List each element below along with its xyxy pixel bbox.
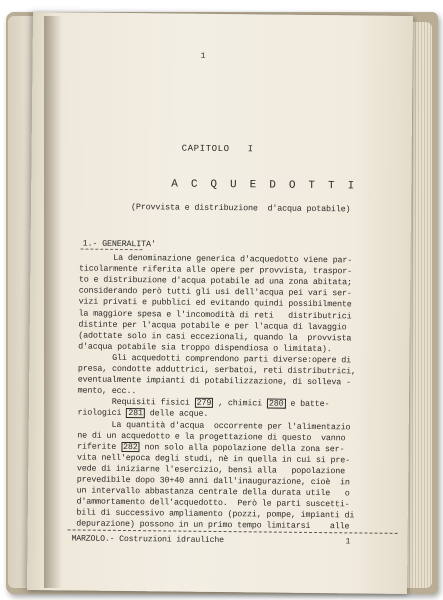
body-line: mento, ecc.. xyxy=(63,385,137,397)
body-line: vede di iniziarne l'esercizio, bensì alla popolazione xyxy=(62,463,346,477)
section-heading: 1.- GENERALITA' xyxy=(82,238,156,250)
body-line: vita nell'epoca degli studi, nè in quella in cui si pre- xyxy=(62,452,351,466)
body-line: Gli acquedotti comprendono parti diverse:opere di xyxy=(63,352,352,366)
body-line: riologici 281 delle acque. xyxy=(62,407,209,420)
reference-box: 282 xyxy=(122,441,138,452)
chapter-subtitle: (Provvista e distribuzione d'acqua potabile) xyxy=(130,202,351,215)
body-line: considerando però tutti gli usi dell'acqua pei vari ser- xyxy=(64,285,352,299)
spine-shadow xyxy=(44,16,62,588)
body-line: eventualmente impianti di potabilizzazione, di solleva - xyxy=(63,374,351,388)
body-line: depurazione) possono in un primo tempo limitarsi alle xyxy=(61,518,350,532)
body-line: presa, condotte adduttrici, serbatoi, reti distributrici, xyxy=(63,363,356,377)
body-line: riferite 282 non solo alla popolazione della zona ser- xyxy=(62,441,345,454)
body-line: ticolarmente riferita alle opere per provvista, traspor- xyxy=(64,263,353,277)
footer-page-number: 1 xyxy=(345,537,351,547)
body-line: distinte per l'acqua potabile e per l'acqua di lavaggio xyxy=(63,318,347,332)
body-line: La denominazione generica d'acquedotto viene par- xyxy=(64,252,353,266)
body-line: un intervallo abbastanza centrale della durata utile o xyxy=(61,485,350,499)
body-line: ne di un acquedotto e la progettazione di questo vanno xyxy=(62,429,346,443)
section-underline xyxy=(81,249,143,251)
body-line: La quantità d'acqua occorrente per l'alimentazio xyxy=(62,418,351,432)
reference-box: 279 xyxy=(196,398,212,409)
body-line: (adottate solo in casi eccezionali, quando la provvista xyxy=(63,330,352,344)
reference-box: 280 xyxy=(268,398,284,409)
body-line: d'ammortamento dell'acquedotto. Però le parti suscetti- xyxy=(61,496,350,510)
chapter-heading: CAPITOLO I xyxy=(181,143,254,155)
body-line: bili di successivo ampliamento (pozzi, pompe, impianti di xyxy=(61,507,355,521)
document-page xyxy=(27,12,413,594)
chapter-title: A C Q U E D O T T I xyxy=(171,178,358,193)
body-line: d'acqua potabile sia troppo dispendiosa o limitata). xyxy=(63,341,332,354)
reference-box: 281 xyxy=(128,408,143,419)
body-line: Requisiti fisici 279 , chimici 280 e batte- xyxy=(62,396,330,410)
body-line: vizi privati e pubblici ed evitando quindi possibilmente xyxy=(63,296,352,310)
footer-author-title: MARZOLO.- Costruzioni idrauliche xyxy=(71,534,224,546)
top-page-number: 1 xyxy=(200,51,206,61)
body-line: to e distribuzione d'acqua potabile ad una zona abitata; xyxy=(64,274,352,288)
body-line: la maggiore spesa e l'incomodità di reti distributrici xyxy=(63,307,352,321)
body-line: prevedibile dopo 30+40 anni dall'inaugurazione, cioè in xyxy=(62,474,350,488)
